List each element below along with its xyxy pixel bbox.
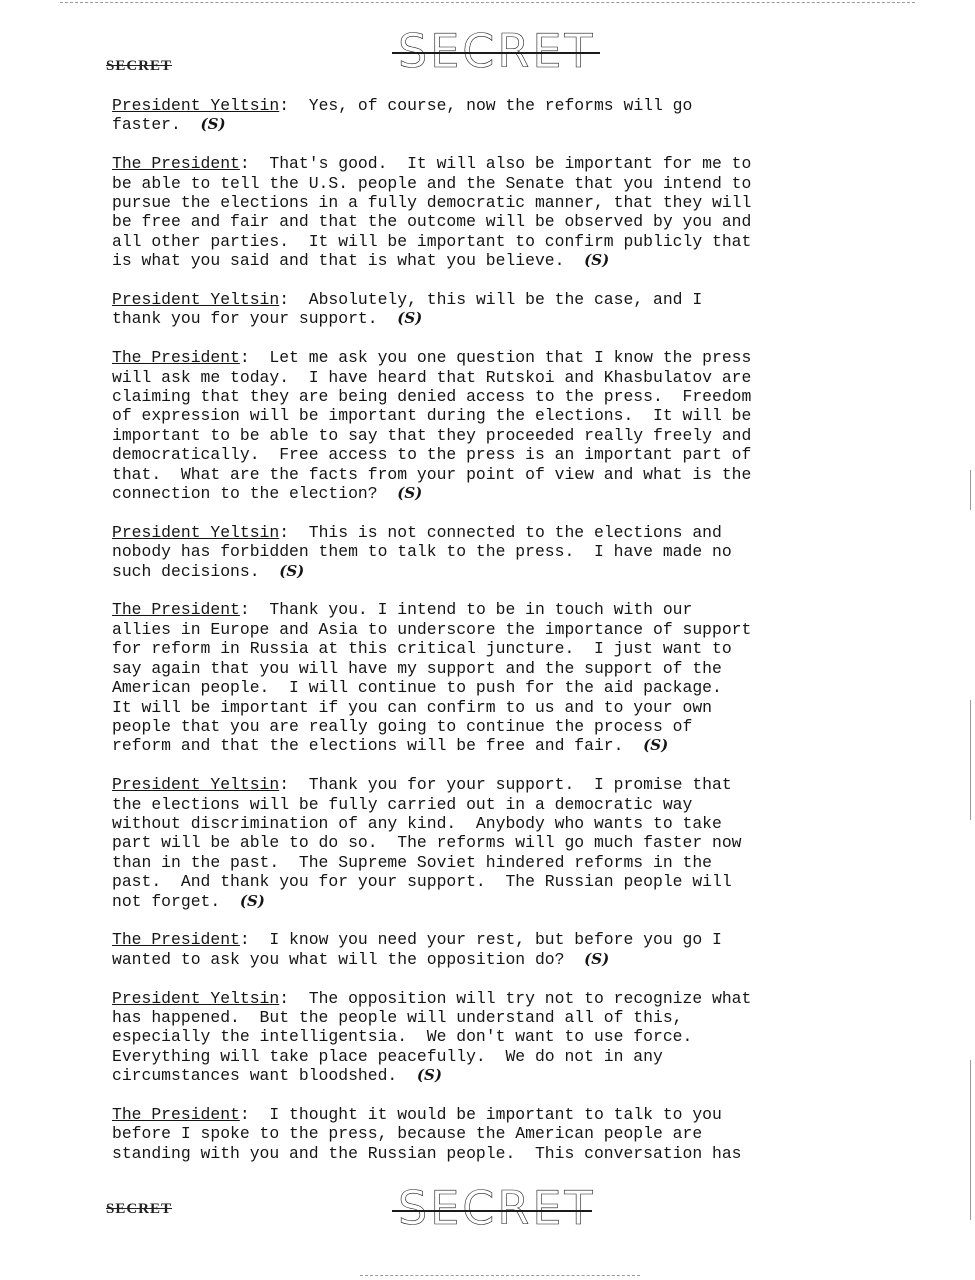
speaker-name: The President: [112, 1104, 240, 1124]
speaker-name: The President: [112, 930, 240, 950]
paragraph-line: wanted to ask you what will the opposition do?: [112, 949, 585, 969]
scan-edge-mark: [970, 1060, 971, 1220]
dialogue-paragraph: [112, 600, 872, 755]
portion-marking: (S): [397, 309, 423, 328]
scan-artifact-bottom: [360, 1275, 640, 1276]
paragraph-line: people that you are really going to continue the process of: [112, 716, 693, 736]
portion-marking: (S): [584, 949, 610, 968]
paragraph-line: say again that you will have my support and the support of the: [112, 658, 722, 678]
paragraph-line: the elections will be fully carried out in a democratic way: [112, 794, 693, 814]
portion-marking: (S): [200, 115, 226, 134]
paragraph-line: not forget.: [112, 891, 240, 911]
paragraph-line: before I spoke to the press, because the American people are: [112, 1124, 703, 1144]
paragraph-line: allies in Europe and Asia to underscore the importance of support: [112, 619, 752, 639]
paragraph-line: : Let me ask you one question that I know the press: [239, 348, 752, 368]
paragraph-line: : I thought it would be important to talk to you: [239, 1104, 722, 1124]
portion-marking: (S): [416, 1066, 442, 1085]
speaker-name: President Yeltsin: [112, 96, 280, 115]
paragraph-line: without discrimination of any kind. Anybody who wants to take: [112, 813, 722, 833]
speaker-name: The President: [112, 348, 240, 368]
paragraph-line: that. What are the facts from your point of view and what is the: [112, 464, 752, 484]
paragraph-line: be free and fair and that the outcome will be observed by you and: [112, 212, 752, 232]
portion-marking: (S): [279, 561, 305, 580]
speaker-name: President Yeltsin: [112, 290, 280, 310]
document-body: [112, 96, 872, 1183]
paragraph-line: pursue the elections in a fully democratic manner, that they will: [112, 193, 752, 213]
paragraph-line: democratically. Free access to the press is an important part of: [112, 445, 752, 465]
portion-marking: (S): [584, 251, 610, 270]
header-classification-stamp: SECRET: [398, 24, 596, 78]
speaker-name: President Yeltsin: [112, 988, 280, 1008]
paragraph-line: part will be able to do so. The reforms will go much faster now: [112, 833, 742, 853]
paragraph-line: such decisions.: [112, 561, 280, 581]
paragraph-line: be able to tell the U.S. people and the Senate that you intend to: [112, 173, 752, 193]
paragraph-line: especially the intelligentsia. We don't want to use force.: [112, 1027, 693, 1047]
speaker-name: The President: [112, 600, 240, 620]
scan-artifact-top: [60, 2, 915, 3]
scan-edge-mark: [970, 470, 971, 510]
speaker-name: President Yeltsin: [112, 522, 280, 542]
paragraph-line: important to be able to say that they proceeded really freely and: [112, 425, 752, 445]
paragraph-line: : Thank you. I intend to be in touch with our: [239, 600, 693, 620]
header-classification-small: SECRET: [106, 58, 173, 74]
dialogue-paragraph: [112, 154, 872, 270]
dialogue-paragraph: [112, 989, 872, 1086]
paragraph-line: : The opposition will try not to recognize what: [279, 988, 752, 1008]
scan-edge-mark: [970, 700, 971, 820]
paragraph-line: is what you said and that is what you believe.: [112, 251, 585, 271]
paragraph-line: circumstances want bloodshed.: [112, 1066, 417, 1086]
paragraph-line: Everything will take place peacefully. We do not in any: [112, 1046, 663, 1066]
portion-marking: (S): [397, 484, 423, 503]
paragraph-line: all other parties. It will be important to confirm publicly that: [112, 231, 752, 251]
paragraph-line: connection to the election?: [112, 484, 398, 504]
speaker-name: President Yeltsin: [112, 775, 280, 795]
dialogue-paragraph: [112, 96, 872, 135]
paragraph-line: for reform in Russia at this critical juncture. I just want to: [112, 639, 732, 659]
speaker-name: The President: [112, 154, 240, 174]
paragraph-line: : Absolutely, this will be the case, and I: [279, 290, 703, 310]
dialogue-paragraph: [112, 290, 872, 329]
paragraph-line: : I know you need your rest, but before you go I: [239, 930, 722, 950]
paragraph-line: : This is not connected to the elections and: [279, 522, 722, 542]
footer-stamp-strike: [392, 1210, 592, 1212]
paragraph-line: has happened. But the people will understand all of this,: [112, 1007, 683, 1027]
paragraph-line: thank you for your support.: [112, 309, 398, 329]
dialogue-paragraph: [112, 348, 872, 503]
paragraph-line: faster.: [112, 115, 201, 135]
dialogue-paragraph: [112, 523, 872, 581]
paragraph-line: : Thank you for your support. I promise that: [279, 775, 732, 795]
paragraph-line: It will be important if you can confirm to us and to your own: [112, 697, 712, 717]
paragraph-line: will ask me today. I have heard that Rutskoi and Khasbulatov are: [112, 367, 752, 387]
paragraph-line: : That's good. It will also be important for me to: [239, 154, 752, 174]
dialogue-paragraph: [112, 930, 872, 969]
paragraph-line: past. And thank you for your support. The Russian people will: [112, 872, 732, 892]
paragraph-line: standing with you and the Russian people. This conversation has: [112, 1143, 742, 1163]
paragraph-line: nobody has forbidden them to talk to the press. I have made no: [112, 542, 732, 562]
footer-classification-stamp: SECRET: [398, 1181, 596, 1235]
paragraph-line: American people. I will continue to push for the aid package.: [112, 678, 722, 698]
portion-marking: (S): [239, 891, 265, 910]
paragraph-line: claiming that they are being denied access to the press. Freedom: [112, 387, 752, 407]
paragraph-line: : Yes, of course, now the reforms will go: [279, 96, 693, 115]
paragraph-line: than in the past. The Supreme Soviet hindered reforms in the: [112, 852, 712, 872]
header-stamp-strike: [392, 52, 600, 54]
dialogue-paragraph: [112, 775, 872, 911]
footer-classification-small: SECRET: [106, 1201, 173, 1217]
paragraph-line: reform and that the elections will be free and fair.: [112, 736, 644, 756]
paragraph-line: of expression will be important during the elections. It will be: [112, 406, 752, 426]
portion-marking: (S): [643, 736, 669, 755]
dialogue-paragraph: [112, 1105, 872, 1163]
